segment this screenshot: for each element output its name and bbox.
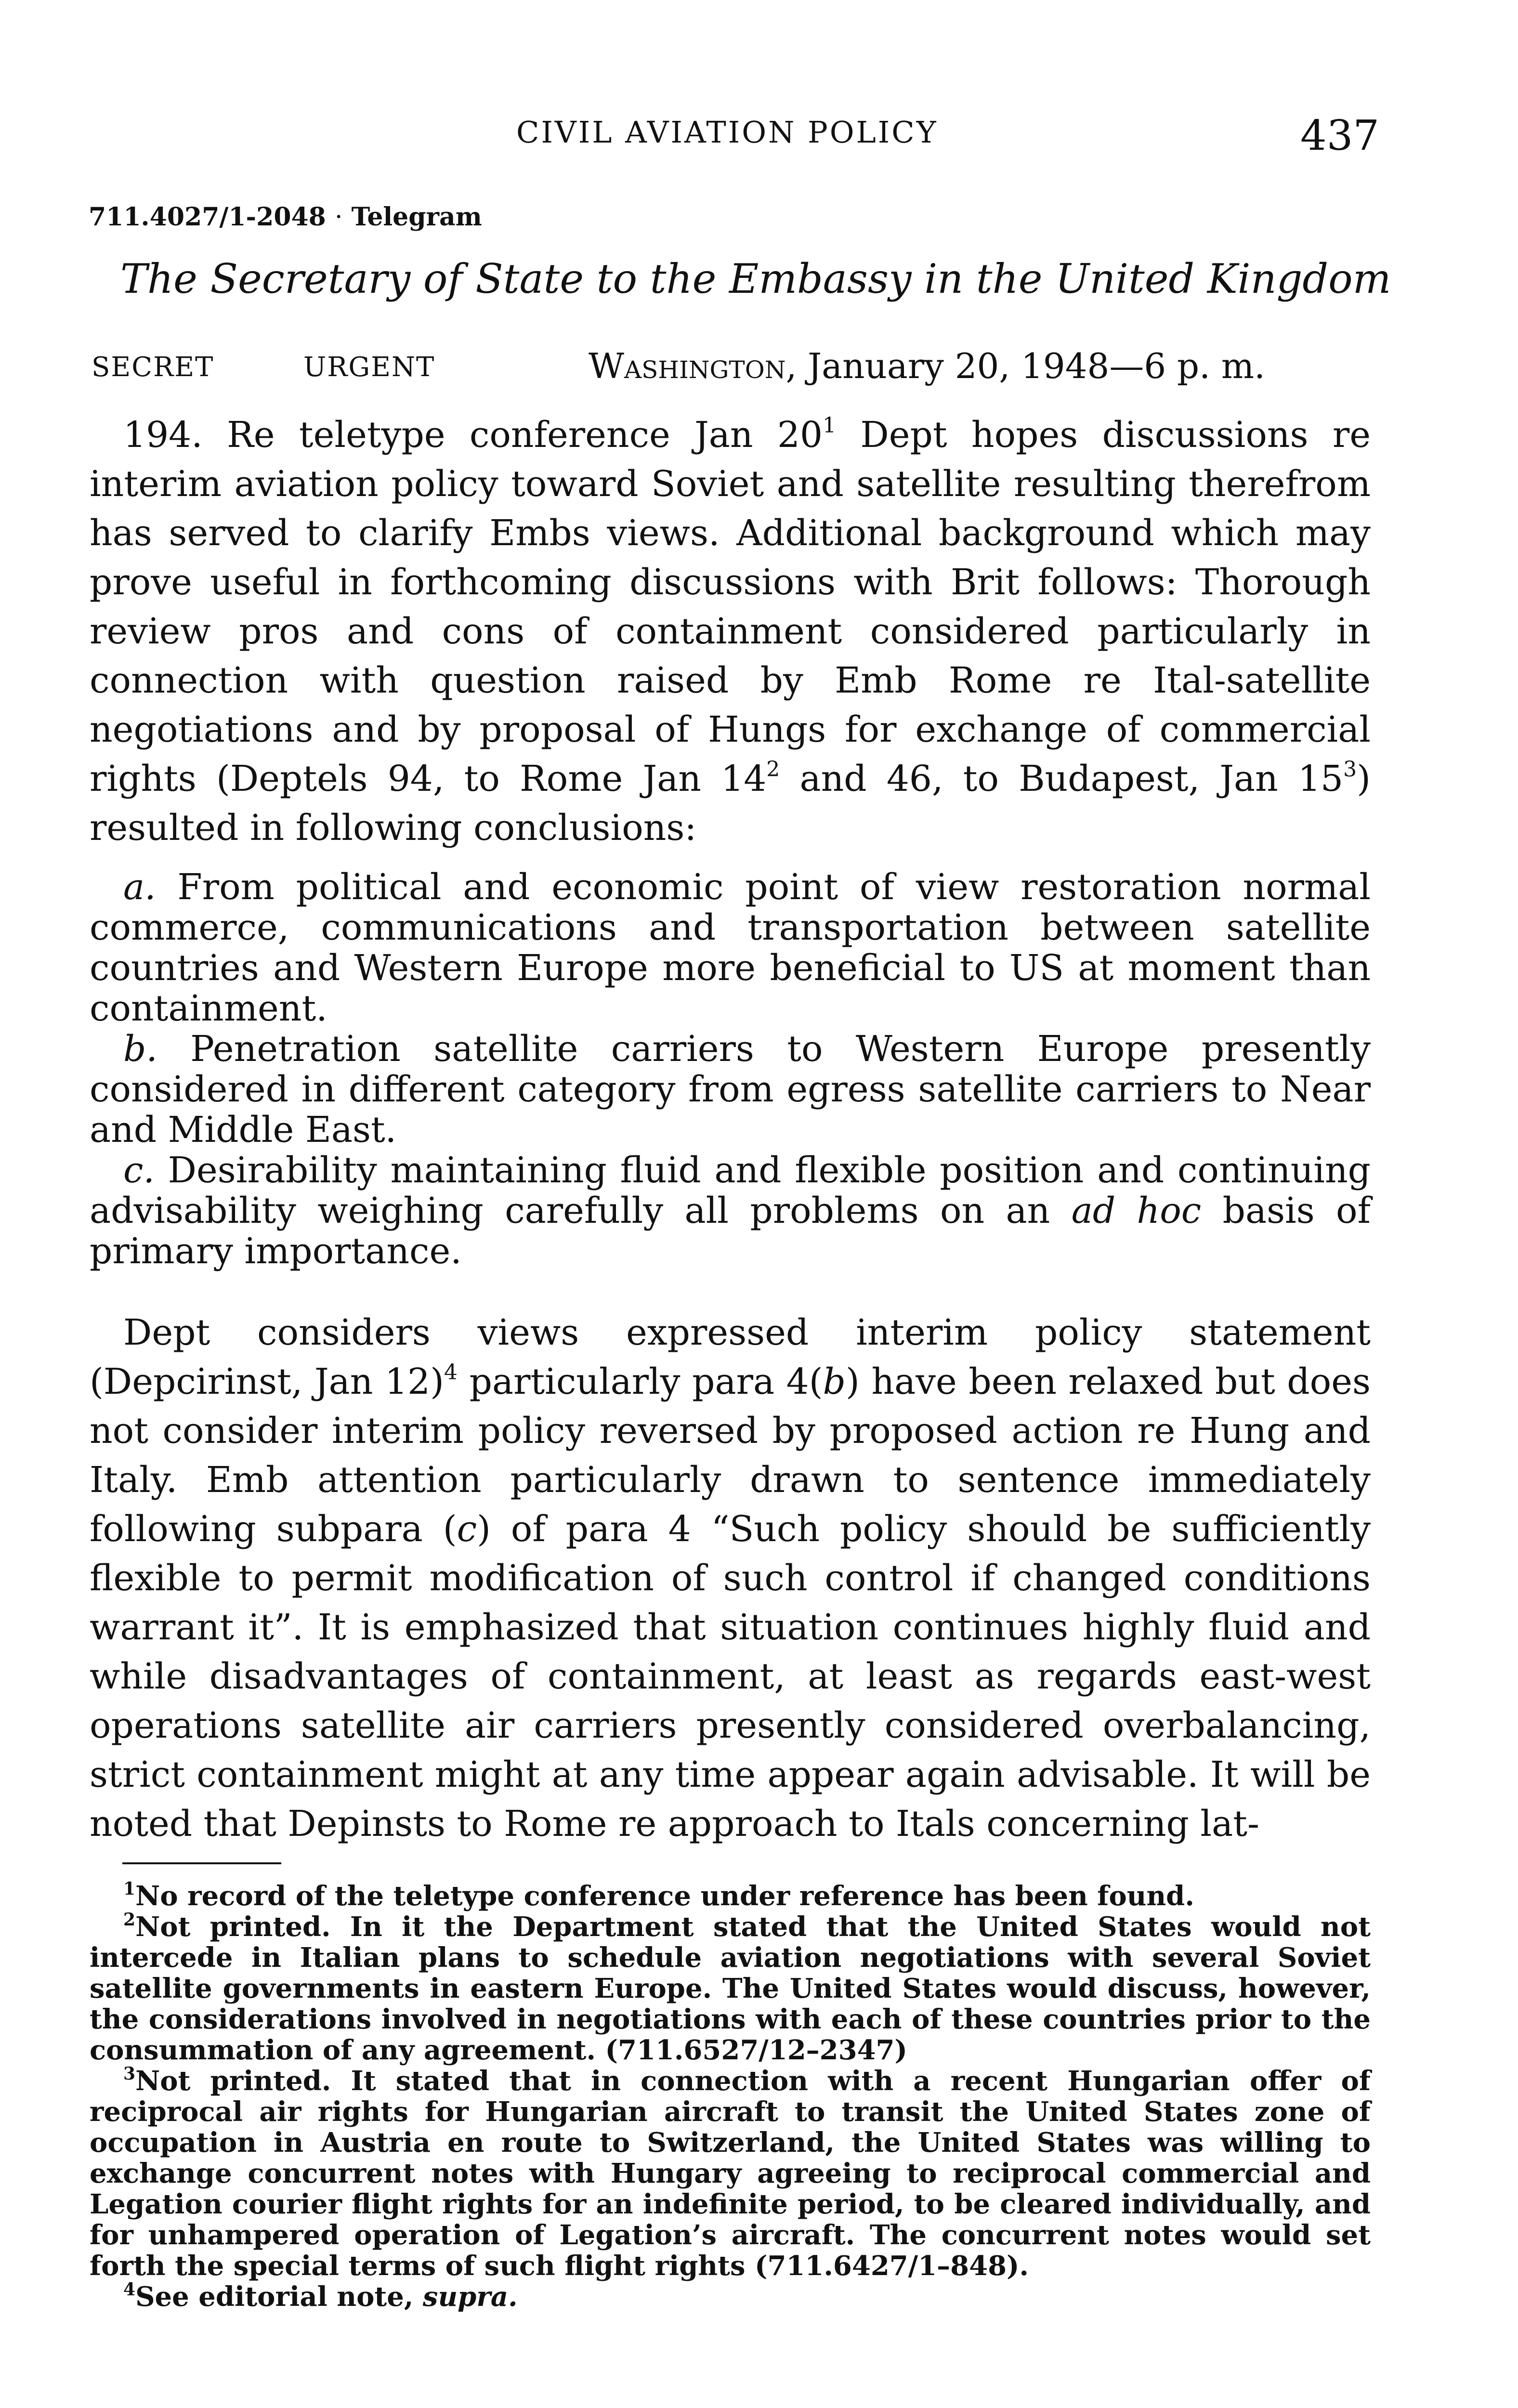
footnotes xyxy=(90,1881,1371,2312)
p1-text-c: and 46, to Budapest, Jan 15 xyxy=(780,758,1344,799)
p2-italic-b: b xyxy=(823,1361,846,1402)
dateline-date: January 20, 1948—6 p. m. xyxy=(808,346,1266,386)
conclusion-b xyxy=(90,1029,1371,1150)
p2-text-d: ) of para 4 “Such policy should be sufficiently flexible to permit modification of such control if changed conditions warrant it”. It is emphasized that situation continues highly fluid and while disadvantages of containment, at least as regards east-west operations satellite air carriers presently considered overbalancing, strict containment might at any time appear again advisable. It will be noted that Depinsts to Rome re approach to Itals concerning lat- xyxy=(90,1508,1371,1845)
precedence: URGENT xyxy=(303,352,435,383)
footnote-1 xyxy=(90,1881,1371,1911)
footnote-rule xyxy=(122,1862,281,1864)
conclusion-letter: c. xyxy=(123,1150,155,1191)
p2-italic-c: c xyxy=(457,1508,477,1550)
footnote-text: See editorial note, xyxy=(135,2281,423,2313)
conclusion-c xyxy=(90,1150,1371,1271)
footnote-4 xyxy=(90,2281,1371,2312)
p2-text-b: particularly para 4( xyxy=(458,1361,823,1402)
conclusion-text: Desirability maintaining fluid and flexible position and continuing advisability weighing carefully all problems on an xyxy=(90,1150,1371,1231)
body-paragraph-1 xyxy=(90,410,1371,852)
file-separator: · xyxy=(334,203,343,232)
page-number: 437 xyxy=(1300,112,1380,160)
addressee-line: The Secretary of State to the Embassy in the United Kingdom xyxy=(120,255,1391,302)
footnote-2 xyxy=(90,1911,1371,2066)
dateline xyxy=(589,346,1265,386)
file-reference xyxy=(89,202,482,232)
p2-text-c: ) have been relaxed but does not consider interim policy reversed by proposed action re Hung and Italy. Emb attention particularly drawn to sentence immediately following subpara ( xyxy=(90,1361,1371,1550)
conclusion-text: basis of primary importance. xyxy=(90,1190,1371,1272)
conclusion-letter: b. xyxy=(123,1028,157,1070)
document-type: Telegram xyxy=(351,202,482,232)
conclusions-list xyxy=(90,867,1371,1271)
conclusion-a xyxy=(90,867,1371,1029)
conclusion-letter: a. xyxy=(123,866,156,908)
footnote-italic: supra. xyxy=(422,2281,518,2313)
footnote-ref-3: 3 xyxy=(1343,757,1357,782)
footnote-ref-1: 1 xyxy=(823,413,837,438)
file-number: 711.4027/1-2048 xyxy=(89,202,326,232)
footnote-text: Not printed. In it the Department stated that the United States would not intercede in Italian plans to schedule aviation negotiations with several Soviet satellite governments in eastern Europe. The United States would discuss, however, the considerations involved in negotiations with each of these countries prior to the consummation of any agreement. (711.6527/12–2347) xyxy=(90,1911,1371,2066)
dateline-place: Washington, xyxy=(589,346,797,386)
footnote-mark: 2 xyxy=(123,1910,136,1930)
p1-text-d: ) resulted in following conclusions: xyxy=(90,758,1371,849)
footnote-mark: 4 xyxy=(123,2279,136,2300)
footnote-text: No record of the teletype conference under reference has been found. xyxy=(135,1880,1194,1912)
conclusion-text: From political and economic point of view restoration normal commerce, communications and transportation between satellite countries and Western Europe more beneficial to US at moment than containment. xyxy=(90,866,1371,1029)
running-title: CIVIL AVIATION POLICY xyxy=(516,115,938,150)
conclusion-italic: ad hoc xyxy=(1071,1190,1202,1231)
conclusion-text: Penetration satellite carriers to Western Europe presently considered in different category from egress satellite carriers to Near and Middle East. xyxy=(90,1028,1371,1151)
p1-text-a: 194. Re teletype conference Jan 20 xyxy=(123,414,823,456)
footnote-ref-4: 4 xyxy=(444,1360,458,1385)
p1-text-b: Dept hopes discussions re interim aviation policy toward Soviet and satellite resulting therefrom has served to clarify Embs views. Additional background which may prove useful in forthcoming discussions with Brit follows: Thorough review pros and cons of containment considered particularly in connection with question raised by Emb Rome re Ital-satellite negotiations and by proposal of Hungs for exchange of commercial rights (Deptels 94, to Rome Jan 14 xyxy=(90,414,1371,799)
footnote-mark: 1 xyxy=(123,1879,136,1899)
footnote-3 xyxy=(90,2066,1371,2281)
body-paragraph-2 xyxy=(90,1308,1371,1848)
classification: SECRET xyxy=(92,352,214,383)
footnote-ref-2: 2 xyxy=(766,757,780,782)
footnote-text: Not printed. It stated that in connection with a recent Hungarian offer of reciprocal air rights for Hungarian aircraft to transit the United States zone of occupation in Austria en route to Switzerland, the United States was willing to exchange concurrent notes with Hungary agreeing to reciprocal commercial and Legation courier flight rights for an indefinite period, to be cleared individually, and for unhampered operation of Legation’s aircraft. The concurrent notes would set forth the special terms of such flight rights (711.6427/1–848). xyxy=(90,2065,1371,2282)
p2-text-a: Dept considers views expressed interim policy statement (Depcirinst, Jan 12) xyxy=(90,1312,1371,1402)
footnote-mark: 3 xyxy=(123,2064,136,2084)
